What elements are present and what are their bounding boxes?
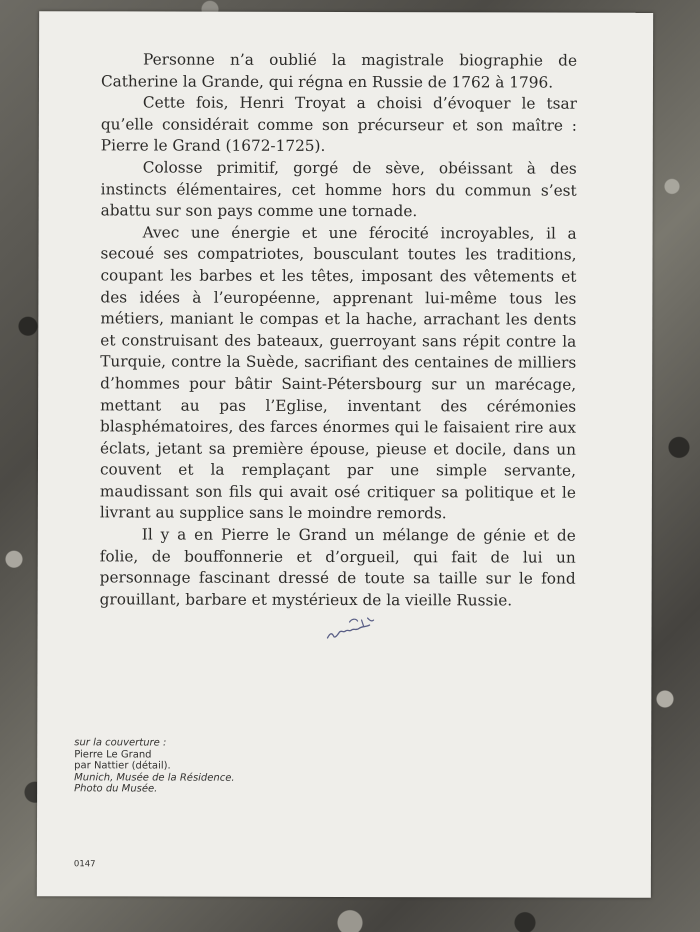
- blurb-paragraph: Colosse primitif, gorgé de sève, obéissant à des instincts élémentaires, cet homme hors du commun s’est abattu sur son pays comme une tornade.: [100, 158, 577, 221]
- product-code: 0147: [73, 859, 96, 870]
- credits-location: Munich, Musée de la Résidence.: [74, 771, 235, 784]
- cover-credits: [74, 737, 235, 795]
- blurb-text: [100, 49, 577, 612]
- blurb-paragraph: Cette fois, Henri Troyat a choisi d’évoquer le tsar qu’elle considérait comme son précurseur et son maître : Pierre le Grand (1672-1725).: [100, 93, 577, 156]
- book-back-cover: [37, 11, 653, 898]
- blurb-paragraph: Il y a en Pierre le Grand un mélange de génie et de folie, de bouffonnerie et d’orgueil, qui fait de lui un personnage fascinant dressé de toute sa taille sur le fond grouillant, barbare et mystérieux de la vieille Russie.: [99, 525, 576, 610]
- credits-photo: Photo du Musée.: [74, 783, 158, 795]
- credits-subject: Pierre Le Grand: [74, 748, 152, 760]
- credits-heading: sur la couverture :: [74, 737, 167, 749]
- blurb-paragraph: Avec une énergie et une férocité incroyables, il a secoué ses compatriotes, bousculant toutes les traditions, coupant les barbes et les têtes, imposant des vêtements et des idées à l’européenne, apprenant lui-même tous les métiers, maniant le compas et la hache, arrachant les dents et construisant des bateaux, guerroyant sans répit contre la Turquie, contre la Suède, sacrifiant des centaines de milliers d’hommes pour bâtir Saint-Pétersbourg sur un marécage, mettant au pas l’Eglise, inventant des cérémonies blasphématoires, des farces énormes qui le faisaient rire aux éclats, jetant sa première épouse, pieuse et docile, dans un couvent et la remplaçant par une simple servante, maudissant son fils qui avait osé critiquer sa politique et le livrant au supplice sans le moindre remords.: [99, 223, 577, 523]
- credits-artist: par Nattier (détail).: [74, 760, 171, 772]
- blurb-paragraph: Personne n’a oublié la magistrale biographie de Catherine la Grande, qui régna en Russie de 1762 à 1796.: [100, 50, 578, 92]
- handwritten-signature: [319, 608, 379, 648]
